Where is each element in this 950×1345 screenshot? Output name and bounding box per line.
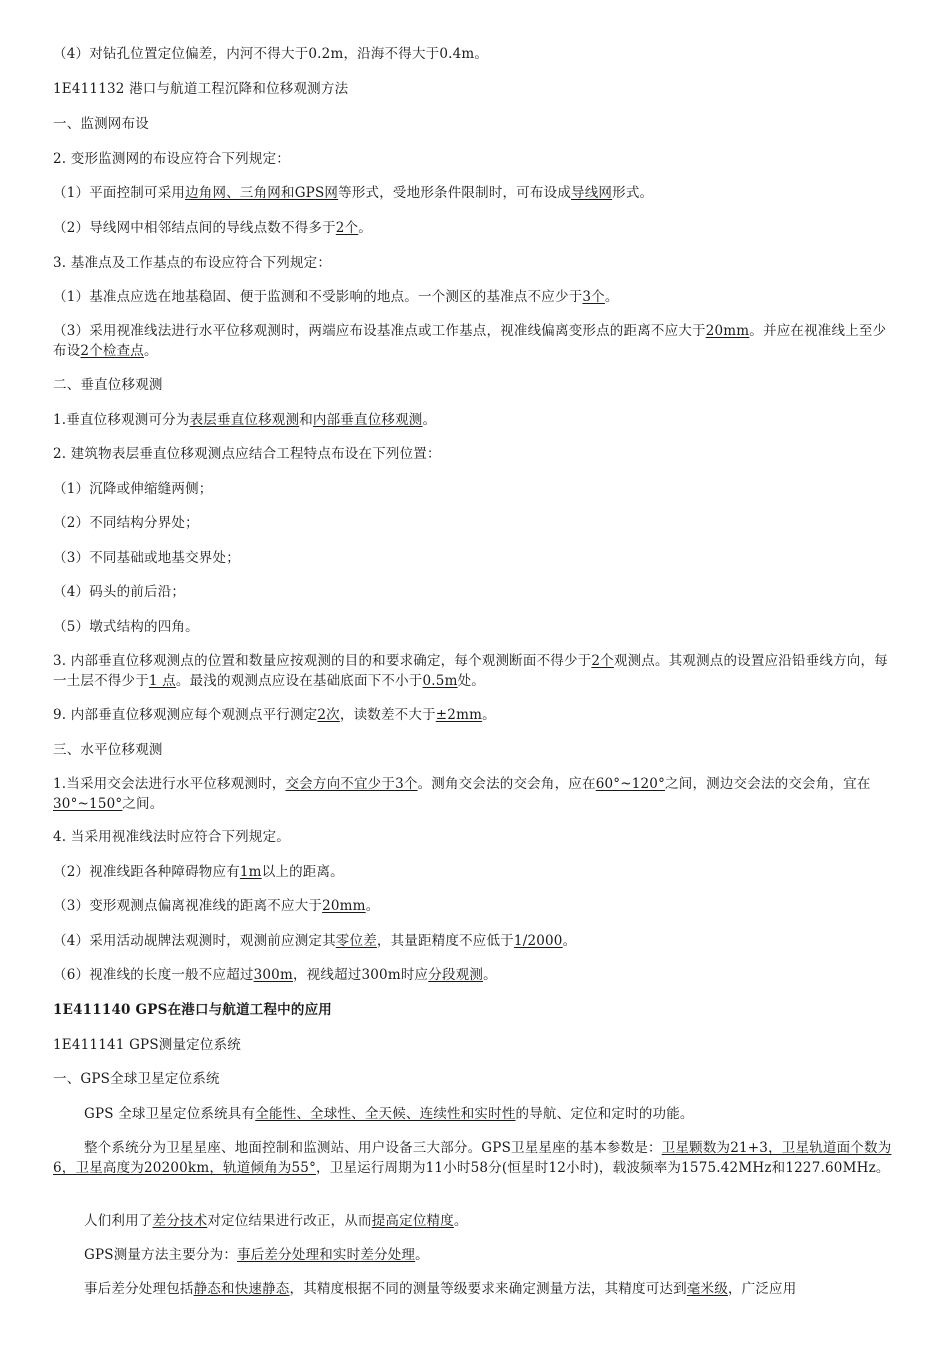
- paragraph-31: [53, 1138, 898, 1178]
- list-item: [53, 617, 898, 637]
- underlined-term: 20mm: [322, 898, 366, 914]
- underlined-term: 交会方向不宜少于3个: [285, 776, 418, 792]
- underlined-term: 边角网、三角网和GPS网: [185, 185, 339, 201]
- text-run: 。最浅的观测点应设在基础底面下不小于: [175, 673, 423, 689]
- text-run: 对定位结果进行改正，从而: [207, 1213, 372, 1229]
- text-run: （3）不同基础或地基交界处；: [53, 550, 240, 566]
- underlined-term: 事后差分处理和实时差分处理: [237, 1247, 416, 1263]
- text-run: 1E411132 港口与航道工程沉降和位移观测方法: [53, 81, 349, 97]
- underlined-term: ±2mm: [435, 707, 483, 723]
- text-run: 和: [299, 412, 313, 428]
- paragraph-22: [53, 827, 898, 847]
- text-run: 。: [422, 412, 437, 428]
- underlined-term: 1m: [239, 864, 262, 880]
- text-run: （3）变形观测点偏离视准线的距离不应大于: [53, 898, 323, 914]
- text-run: （2）视准线距各种障碍物应有: [53, 864, 240, 880]
- list-item: [53, 548, 898, 568]
- heading-horizontal-displacement: [53, 740, 898, 760]
- text-run: 1.当采用交会法进行水平位移观测时，: [53, 776, 286, 792]
- text-run: （5）墩式结构的四角。: [53, 619, 199, 635]
- heading-vertical-displacement: [53, 375, 898, 395]
- underlined-term: 3个: [582, 289, 605, 305]
- paragraph-4: [53, 149, 898, 169]
- text-run: 二、垂直位移观测: [53, 377, 163, 393]
- heading-gps-system: [53, 1069, 898, 1089]
- paragraph-7: [53, 253, 898, 273]
- text-run: （1）沉降或伸缩缝两侧；: [53, 481, 213, 497]
- text-run: （4）码头的前后沿；: [53, 584, 186, 600]
- text-run: 人们利用了: [84, 1213, 153, 1229]
- text-run: 。: [358, 220, 372, 236]
- text-run: ，广泛应用: [727, 1281, 797, 1297]
- text-run: 。: [482, 707, 496, 723]
- text-run: 。: [365, 898, 380, 914]
- text-run: 处。: [457, 673, 485, 689]
- paragraph-8: [53, 287, 898, 307]
- underlined-term: 2个: [591, 653, 614, 669]
- underlined-term: 全能性、全球性、全天候、连续性和实时性: [255, 1106, 516, 1122]
- paragraph-11: [53, 410, 898, 430]
- text-run: GPS 全球卫星定位系统具有: [84, 1106, 256, 1122]
- text-run: 一、GPS全球卫星定位系统: [53, 1071, 220, 1087]
- text-run: 等形式，受地形条件限制时，可布设成: [338, 185, 572, 201]
- text-run: 的导航、定位和定时的功能。: [515, 1106, 694, 1122]
- text-run: （4）对钻孔位置定位偏差，内河不得大于0.2m，沿海不得大于0.4m。: [53, 46, 489, 62]
- text-run: （4）采用活动觇牌法观测时，观测前应测定其: [53, 933, 336, 949]
- underlined-term: 300m: [253, 967, 293, 983]
- paragraph-12: [53, 444, 898, 464]
- text-run: （6）视准线的长度一般不应超过: [53, 967, 254, 983]
- underlined-term: 卫星颗数为21+3，卫星轨道面个数为6，卫星高度为20200km，轨道倾角为55°: [53, 1140, 892, 1176]
- list-item: [53, 965, 898, 985]
- text-run: 。并应在视准线上至少布设: [53, 323, 887, 359]
- underlined-term: 导线网: [571, 185, 613, 201]
- underlined-term: 1 点: [148, 673, 176, 689]
- text-run: 之间，测边交会法的交会角，宜在: [665, 776, 871, 792]
- underlined-term: 30°~150°: [53, 796, 123, 812]
- text-run: 。: [415, 1247, 429, 1263]
- text-run: ，视线超过300m时应: [292, 967, 429, 983]
- underlined-term: 毫米级: [686, 1281, 728, 1297]
- section-heading-1e411140: [53, 1000, 898, 1020]
- paragraph-30: [53, 1104, 898, 1124]
- text-run: （1）平面控制可采用: [53, 185, 186, 201]
- paragraph-33: [53, 1245, 898, 1265]
- text-run: ，读数差不大于: [339, 707, 436, 723]
- underlined-term: 提高定位精度: [371, 1213, 454, 1229]
- text-run: 。: [604, 289, 619, 305]
- underlined-term: 1/2000: [513, 933, 563, 949]
- text-run: 一、监测网布设: [53, 116, 149, 132]
- underlined-term: 表层垂直位移观测: [189, 412, 300, 428]
- text-run: ，其精度根据不同的测量等级要求来确定测量方法，其精度可达到: [289, 1281, 687, 1297]
- paragraph-6: [53, 218, 898, 238]
- underlined-term: 2个检查点: [80, 343, 144, 359]
- paragraph-34: [53, 1279, 898, 1299]
- text-run: 三、水平位移观测: [53, 742, 163, 758]
- underlined-term: 20mm: [705, 323, 750, 339]
- text-run: 3. 基准点及工作基点的布设应符合下列规定：: [53, 255, 332, 271]
- list-item: [53, 931, 898, 951]
- underlined-term: 分段观测: [428, 967, 484, 983]
- paragraph-9: [53, 321, 898, 361]
- section-heading-1e411132: [53, 79, 898, 99]
- text-run: 。: [483, 967, 497, 983]
- paragraph-32: [53, 1211, 898, 1231]
- bold-text: 1E411140 GPS在港口与航道工程中的应用: [53, 1002, 332, 1018]
- text-run: 以上的距离。: [261, 864, 344, 880]
- text-run: 1E411141 GPS测量定位系统: [53, 1037, 241, 1053]
- paragraph-1: [53, 44, 898, 64]
- underlined-term: 2次: [317, 707, 340, 723]
- text-run: GPS测量方法主要分为：: [84, 1247, 238, 1263]
- paragraph-5: [53, 183, 898, 203]
- underlined-term: 静态和快速静态: [193, 1281, 290, 1297]
- text-run: （3）采用视准线法进行水平位移观测时，两端应布设基准点或工作基点，视准线偏离变形点的距离不应大于: [53, 323, 706, 339]
- text-run: 2. 变形监测网的布设应符合下列规定：: [53, 151, 290, 167]
- paragraph-18: [53, 651, 898, 691]
- text-run: 3. 内部垂直位移观测点的位置和数量应按观测的目的和要求确定，每个观测断面不得少于: [53, 653, 592, 669]
- paragraph-19: [53, 705, 898, 725]
- text-run: 之间。: [122, 796, 164, 812]
- text-run: 9. 内部垂直位移观测应每个观测点平行测定: [53, 707, 318, 723]
- heading-monitoring-network: [53, 114, 898, 134]
- text-run: ，卫星运行周期为11小时58分(恒星时12小时)，载波频率为1575.42MHz和1227.60MHz。: [316, 1160, 890, 1176]
- text-run: ，其量距精度不应低于: [376, 933, 514, 949]
- text-run: 形式。: [612, 185, 654, 201]
- underlined-term: 0.5m: [422, 673, 458, 689]
- list-item: [53, 862, 898, 882]
- text-run: 事后差分处理包括: [84, 1281, 194, 1297]
- list-item: [53, 582, 898, 602]
- underlined-term: 2个: [335, 220, 359, 236]
- text-run: （2）导线网中相邻结点间的导线点数不得多于: [53, 220, 336, 236]
- list-item: [53, 896, 898, 916]
- text-run: 整个系统分为卫星星座、地面控制和监测站、用户设备三大部分。GPS卫星星座的基本参数是：: [84, 1140, 662, 1156]
- underlined-term: 差分技术: [152, 1213, 208, 1229]
- text-run: 。: [453, 1213, 468, 1229]
- text-run: 。: [562, 933, 577, 949]
- text-run: （2）不同结构分界处；: [53, 515, 199, 531]
- paragraph-21: [53, 774, 898, 814]
- underlined-term: 60°~120°: [595, 776, 666, 792]
- text-run: 4. 当采用视准线法时应符合下列规定。: [53, 829, 290, 845]
- underlined-term: 内部垂直位移观测: [312, 412, 423, 428]
- text-run: 2. 建筑物表层垂直位移观测点应结合工程特点布设在下列位置：: [53, 446, 441, 462]
- list-item: [53, 479, 898, 499]
- text-run: 1.垂直位移观测可分为: [53, 412, 190, 428]
- text-run: （1）基准点应选在地基稳固、便于监测和不受影响的地点。一个测区的基准点不应少于: [53, 289, 583, 305]
- list-item: [53, 513, 898, 533]
- text-run: 观测点。其观测点的设置应沿铅垂线方向，每一土层不得少于: [53, 653, 888, 689]
- underlined-term: 零位差: [335, 933, 377, 949]
- text-run: 。测角交会法的交会角，应在: [417, 776, 596, 792]
- section-heading-1e411141: [53, 1035, 898, 1055]
- text-run: 。: [144, 343, 158, 359]
